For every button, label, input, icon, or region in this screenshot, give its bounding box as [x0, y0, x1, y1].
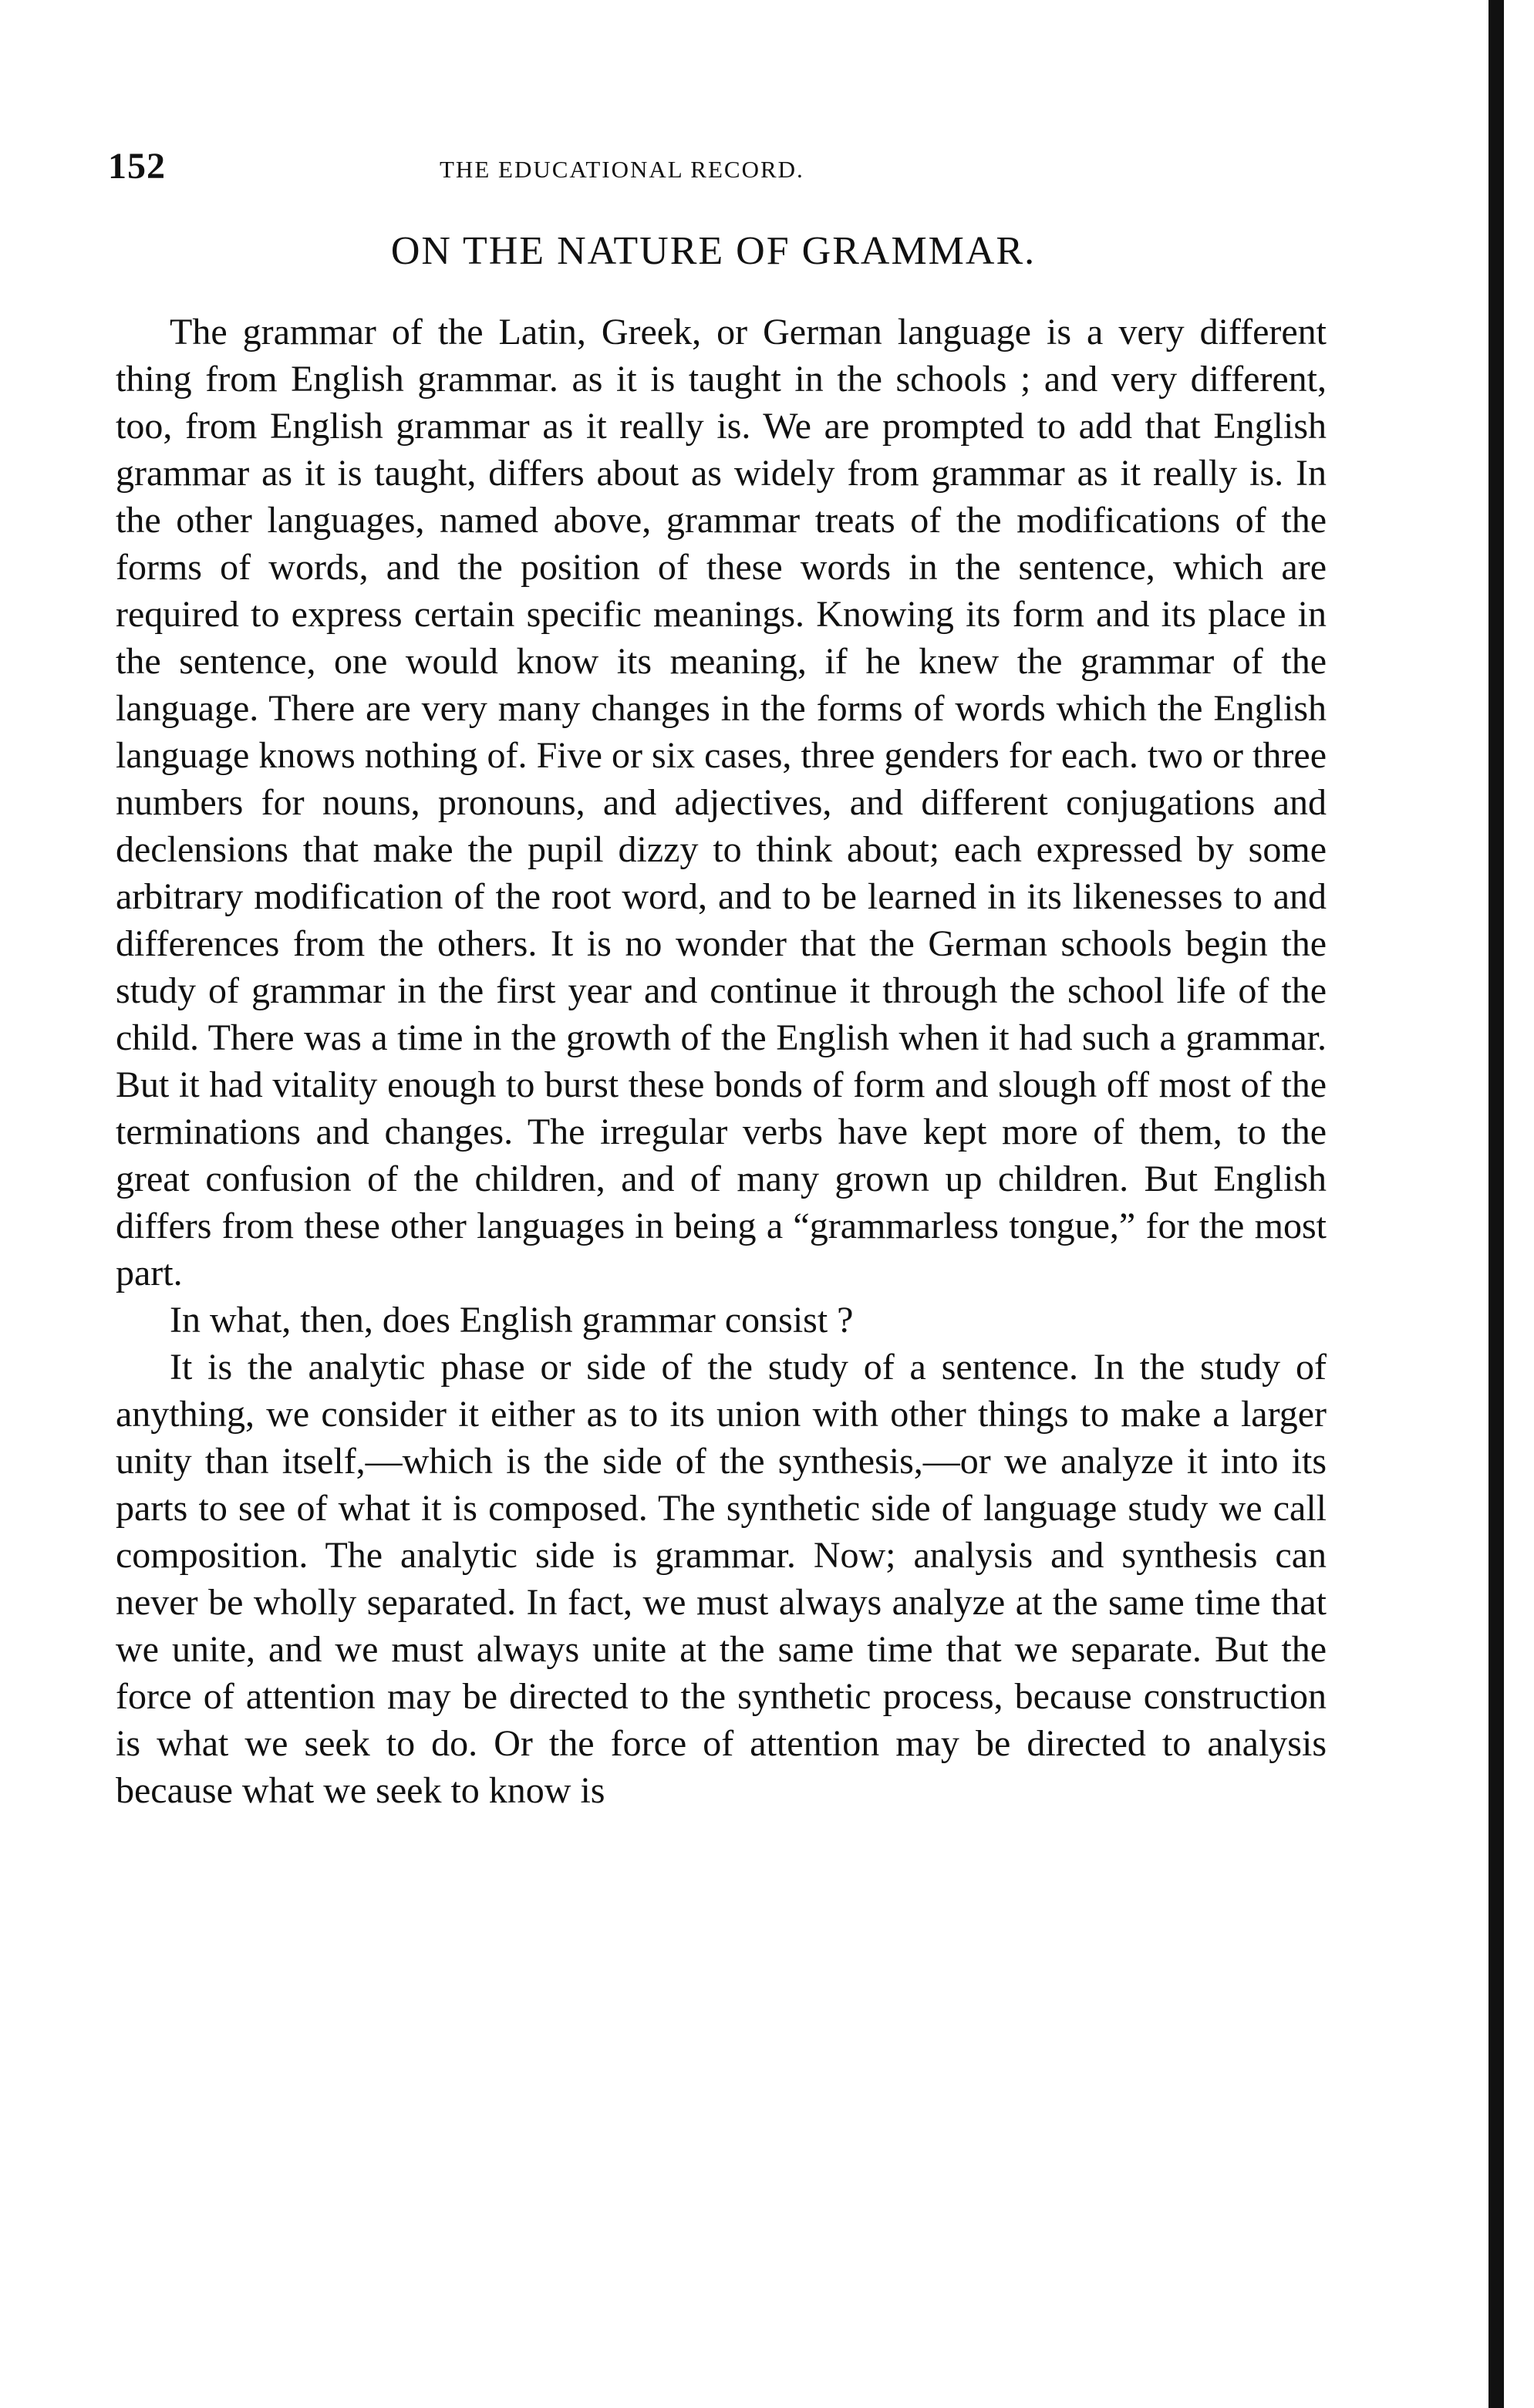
paragraph: It is the analytic phase or side of the study of a sentence. In the study of anything, we consider it either as to its union with other things to make a larger unity than itself,—which is the side of the synthesis,—or we analyze it into its parts to see of what it is composed. The synthetic side of language study we call composition. The analytic side is grammar. Now; analysis and synthesis can never be wholly separated. In fact, we must always analyze at the same time that we unite, and we must always unite at the same time that we separate. But the force of attention may be directed to the synthetic process, because construction is what we seek to do. Or the force of attention may be directed to analysis because what we seek to know is — [116, 1347, 1327, 1811]
paragraph: In what, then, does English grammar consist ? — [170, 1300, 854, 1341]
page-edge-shadow — [1488, 0, 1504, 2408]
running-head — [108, 145, 1319, 191]
page-number: 152 — [108, 146, 166, 187]
journal-title: THE EDUCATIONAL RECORD. — [440, 156, 804, 183]
article-body — [116, 309, 1327, 1814]
article-title: ON THE NATURE OF GRAMMAR. — [390, 229, 1037, 273]
paragraph: The grammar of the Latin, Greek, or German language is a very different thing from English grammar. as it is taught in the schools ; and very different, too, from English grammar as it really is. We are prompted to add that English grammar as it is taught, differs about as widely from grammar as it really is. In the other languages, named above, grammar treats of the modifications of the forms of words, and the position of these words in the sentence, which are required to express certain specific meanings. Knowing its form and its place in the sentence, one would know its meaning, if he knew the grammar of the language. There are very many changes in the forms of words which the English language knows nothing of. Five or six cases, three genders for each. two or three numbers for nouns, pronouns, and adjectives, and different conjugations and declensions that make the pupil dizzy to think about; each expressed by some arbitrary modification of the root word, and to be learned in its likenesses to and differences from the others. It is no wonder that the German schools begin the study of grammar in the first year and continue it through the school life of the child. There was a time in the growth of the English when it had such a grammar. But it had vitality enough to burst these bonds of form and slough off most of the terminations and changes. The irregular verbs have kept more of them, to the great confusion of the children, and of many grown up children. But English differs from these other languages in being a “grammarless tongue,” for the most part. — [116, 312, 1327, 1293]
